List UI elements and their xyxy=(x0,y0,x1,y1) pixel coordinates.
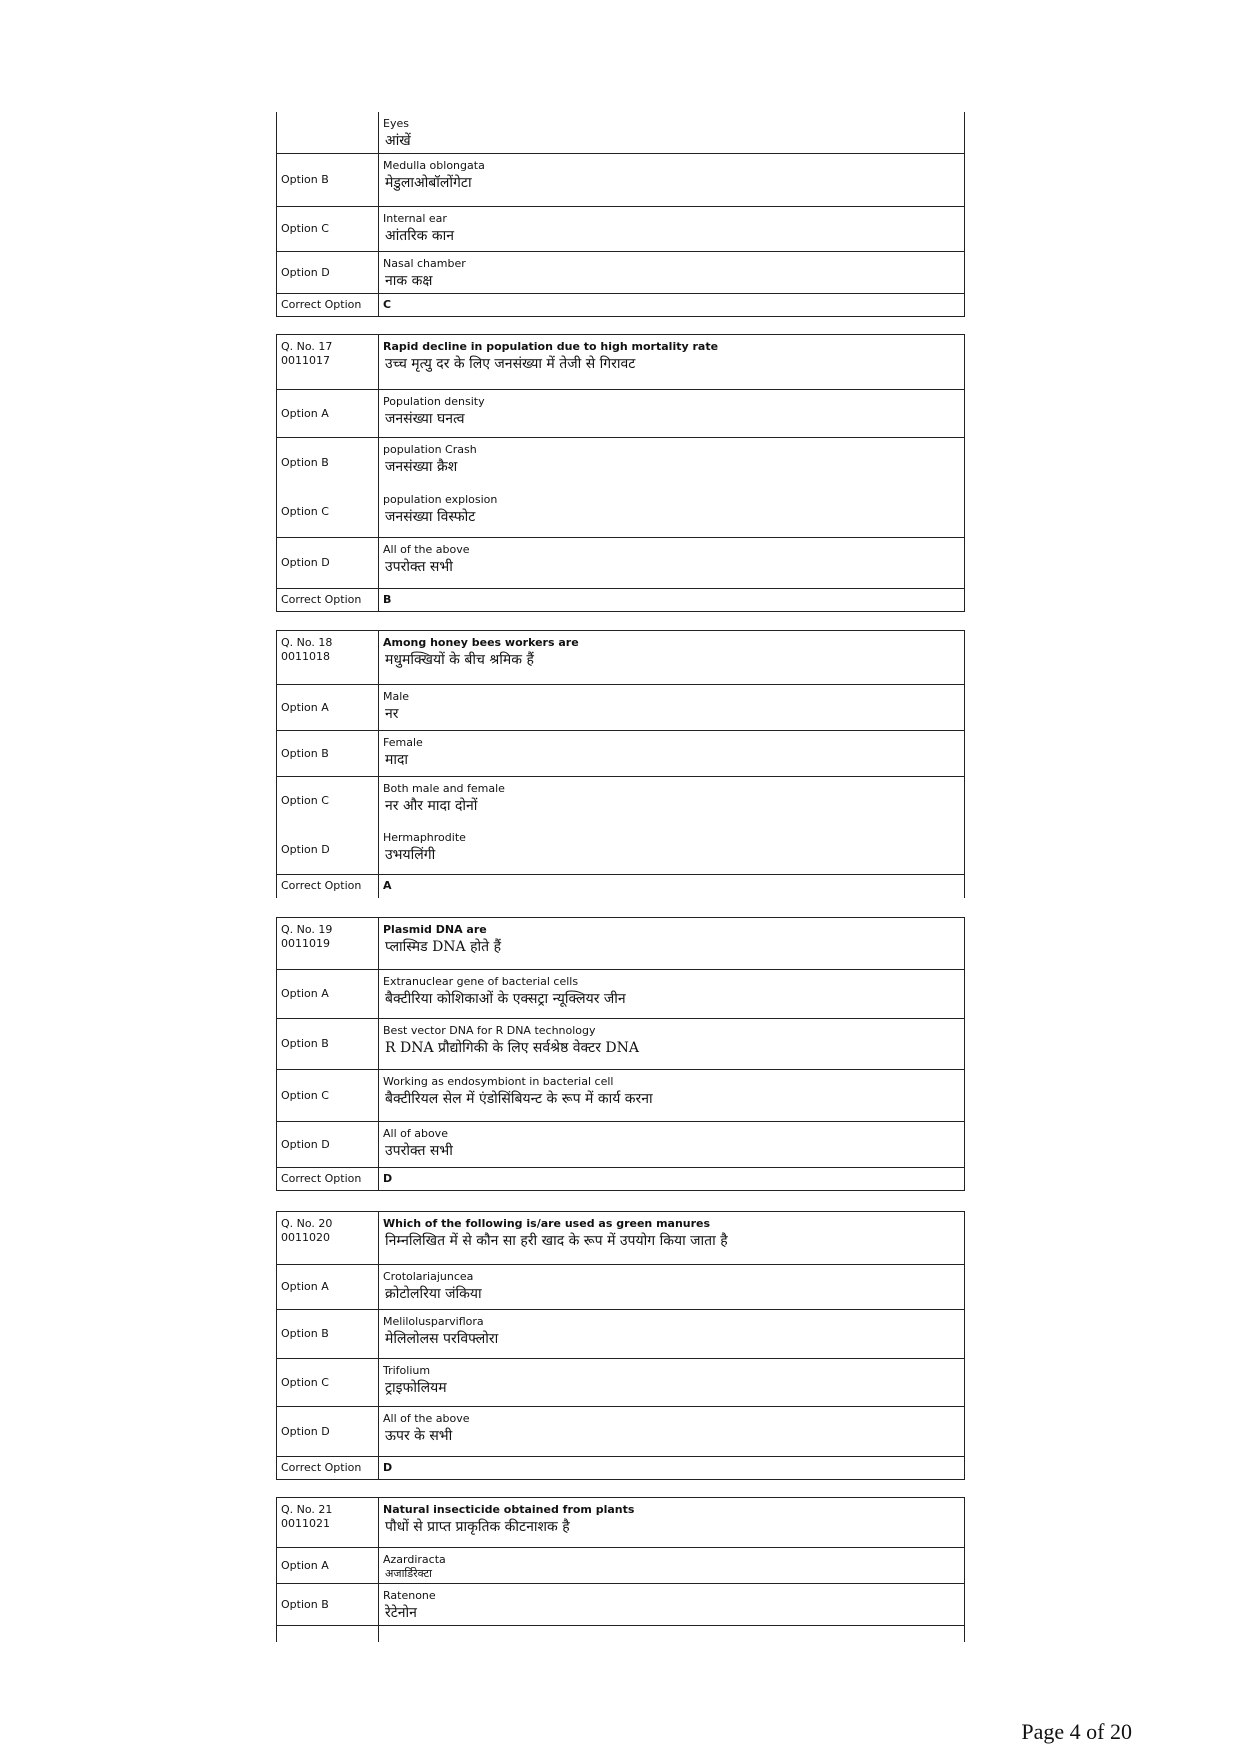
option-content xyxy=(379,826,965,875)
option-content xyxy=(379,538,965,589)
question-content xyxy=(379,1498,965,1548)
option-text-hi: जनसंख्या घनत्व xyxy=(385,411,465,427)
question-number-cell xyxy=(277,1498,379,1548)
question-number-cell xyxy=(277,1212,379,1265)
correct-option-value: C xyxy=(379,294,965,317)
option-text-hi: उपरोक्त सभी xyxy=(385,1143,453,1159)
option-text-en: Best vector DNA for R DNA technology xyxy=(383,1024,596,1037)
question-code: 0011021 xyxy=(281,1517,330,1530)
question-text-en: Natural insecticide obtained from plants xyxy=(383,1503,635,1516)
option-text-hi: मादा xyxy=(385,752,409,768)
option-row-b xyxy=(277,154,965,207)
option-text-hi: उपरोक्त सभी xyxy=(385,559,453,575)
question-text-en: Among honey bees workers are xyxy=(383,636,579,649)
page-number: Page 4 of 20 xyxy=(1021,1719,1132,1744)
option-content xyxy=(379,1359,965,1407)
question-text-hi: उच्च मृत्यु दर के लिए जनसंख्या में तेजी से गिरावट xyxy=(385,356,636,372)
question-number: Q. No. 17 xyxy=(281,340,333,353)
option-row-c xyxy=(277,488,965,538)
correct-option-label: Correct Option xyxy=(277,294,379,317)
option-text-hi: बैक्टीरियल सेल में एंडोसिंबियन्ट के रूप में कार्य करना xyxy=(385,1091,653,1107)
question-code: 0011018 xyxy=(281,650,330,663)
option-text-hi: नर xyxy=(385,706,399,722)
option-text-hi: नाक कक्ष xyxy=(385,273,433,289)
question-text-hi: प्लास्मिड DNA होते हैं xyxy=(385,939,502,955)
option-text-en: Ratenone xyxy=(383,1589,436,1602)
question-text-hi: निम्नलिखित में से कौन सा हरी खाद के रूप में उपयोग किया जाता है xyxy=(385,1233,728,1249)
option-label: Option A xyxy=(277,1265,379,1310)
question-text-hi: पौधों से प्राप्त प्राकृतिक कीटनाशक है xyxy=(385,1519,570,1535)
option-text-hi: उभयलिंगी xyxy=(385,846,436,863)
option-row-d xyxy=(277,1122,965,1168)
option-text-hi: R DNA प्रौद्योगिकी के लिए सर्वश्रेष्ठ वेक्टर DNA xyxy=(385,1040,639,1056)
option-label: Option B xyxy=(277,1310,379,1359)
correct-option-value: D xyxy=(379,1168,965,1191)
question-table-19 xyxy=(276,917,965,1191)
question-number: Q. No. 19 xyxy=(281,923,333,936)
question-table-20 xyxy=(276,1211,965,1480)
option-content xyxy=(379,1070,965,1122)
option-text-hi: नर और मादा दोनों xyxy=(385,798,478,814)
question-content xyxy=(379,918,965,970)
option-text-en: Melilolusparviflora xyxy=(383,1315,484,1328)
option-row-d xyxy=(277,826,965,875)
option-text-en: Crotolariajuncea xyxy=(383,1270,474,1283)
option-row-b xyxy=(277,731,965,777)
correct-option-label: Correct Option xyxy=(277,875,379,898)
option-label: Option C xyxy=(277,488,379,538)
option-row-c xyxy=(277,1070,965,1122)
option-text-en: Eyes xyxy=(383,117,409,130)
question-text-en: Plasmid DNA are xyxy=(383,923,487,936)
option-row-next-fragment xyxy=(277,1626,965,1642)
option-label: Option A xyxy=(277,685,379,731)
option-text-en: All of the above xyxy=(383,1412,470,1425)
option-label: Option C xyxy=(277,1070,379,1122)
question-row xyxy=(277,1498,965,1548)
option-row-c xyxy=(277,1359,965,1407)
option-label: Option A xyxy=(277,970,379,1019)
option-text-en: Both male and female xyxy=(383,782,505,795)
option-label: Option B xyxy=(277,731,379,777)
option-text-hi: जनसंख्या क्रैश xyxy=(385,459,458,475)
option-label-empty xyxy=(277,112,379,154)
option-content xyxy=(379,1019,965,1070)
question-code: 0011019 xyxy=(281,937,330,950)
question-number-cell xyxy=(277,918,379,970)
correct-option-row xyxy=(277,1168,965,1191)
option-content xyxy=(379,438,965,488)
option-text-en: All of above xyxy=(383,1127,448,1140)
option-text-hi: बैक्टीरिया कोशिकाओं के एक्सट्रा न्यूक्लियर जीन xyxy=(385,991,626,1007)
option-label-empty xyxy=(277,1626,379,1642)
option-label: Option C xyxy=(277,1359,379,1407)
option-row-b xyxy=(277,1584,965,1626)
option-text-en: Working as endosymbiont in bacterial cell xyxy=(383,1075,614,1088)
option-text-en: Azardiracta xyxy=(383,1553,446,1566)
option-text-hi: ट्राइफोलियम xyxy=(385,1380,447,1396)
option-content xyxy=(379,1122,965,1168)
option-content xyxy=(379,1407,965,1457)
option-content xyxy=(379,488,965,538)
question-number: Q. No. 20 xyxy=(281,1217,333,1230)
option-text-en: Population density xyxy=(383,395,485,408)
option-row-c xyxy=(277,777,965,826)
correct-option-label: Correct Option xyxy=(277,589,379,612)
option-row-b xyxy=(277,1310,965,1359)
correct-option-row xyxy=(277,294,965,317)
option-row-a xyxy=(277,112,965,154)
question-row xyxy=(277,918,965,970)
option-row-a xyxy=(277,970,965,1019)
option-content xyxy=(379,154,965,207)
correct-option-row xyxy=(277,1457,965,1480)
option-text-en: population explosion xyxy=(383,492,498,506)
option-content xyxy=(379,1584,965,1626)
question-text-hi: मधुमक्खियों के बीच श्रमिक हैं xyxy=(385,652,534,668)
option-row-b xyxy=(277,1019,965,1070)
option-content-empty xyxy=(379,1626,965,1642)
option-text-hi: जनसंख्या विस्फोट xyxy=(385,508,476,525)
question-text-en: Which of the following is/are used as green manures xyxy=(383,1217,711,1230)
question-number-cell xyxy=(277,335,379,390)
option-text-en: All of the above xyxy=(383,543,470,556)
correct-option-row xyxy=(277,589,965,612)
correct-option-row xyxy=(277,875,965,898)
option-text-en: Medulla oblongata xyxy=(383,159,485,172)
option-row-b xyxy=(277,438,965,488)
option-content xyxy=(379,390,965,438)
option-label: Option B xyxy=(277,1584,379,1626)
option-label: Option D xyxy=(277,1407,379,1457)
option-label: Option C xyxy=(277,777,379,826)
option-label: Option D xyxy=(277,826,379,875)
option-row-c xyxy=(277,207,965,252)
option-row-d xyxy=(277,538,965,589)
question-content xyxy=(379,631,965,685)
option-text-hi: आंखें xyxy=(385,133,411,149)
option-label: Option B xyxy=(277,438,379,488)
option-content xyxy=(379,207,965,252)
question-table-17 xyxy=(276,334,965,612)
option-text-hi: मेडुलाओबॉलोंगेटा xyxy=(385,175,472,191)
option-row-a xyxy=(277,685,965,731)
option-text-en: Extranuclear gene of bacterial cells xyxy=(383,975,579,988)
option-label: Option C xyxy=(277,207,379,252)
option-text-hi: रेटेनोन xyxy=(385,1605,417,1621)
question-table-18 xyxy=(276,630,965,898)
question-content xyxy=(379,335,965,390)
option-row-a xyxy=(277,390,965,438)
option-text-en: Hermaphrodite xyxy=(383,830,466,844)
option-content xyxy=(379,1310,965,1359)
question-content xyxy=(379,1212,965,1265)
option-content xyxy=(379,777,965,826)
question-number-cell xyxy=(277,631,379,685)
option-content xyxy=(379,112,965,154)
option-row-a xyxy=(277,1548,965,1584)
option-label: Option D xyxy=(277,252,379,294)
option-label: Option D xyxy=(277,538,379,589)
option-text-hi: क्रोटोलरिया जंकिया xyxy=(385,1286,482,1302)
option-content xyxy=(379,1265,965,1310)
correct-option-value: A xyxy=(379,875,965,898)
option-label: Option A xyxy=(277,1548,379,1584)
option-text-en: population Crash xyxy=(383,443,477,456)
option-text-en: Male xyxy=(383,690,410,703)
option-text-hi: आंतरिक कान xyxy=(385,228,454,244)
question-table-21 xyxy=(276,1497,965,1642)
correct-option-value: B xyxy=(379,589,965,612)
option-text-en: Female xyxy=(383,736,423,749)
option-text-hi: मेलिलोलस परविफ्लोरा xyxy=(385,1331,499,1347)
option-row-d xyxy=(277,252,965,294)
option-text-hi: ऊपर के सभी xyxy=(385,1428,453,1444)
option-row-a xyxy=(277,1265,965,1310)
option-text-hi: अजार्डिरेक्टा xyxy=(385,1567,433,1580)
option-label: Option A xyxy=(277,390,379,438)
option-content xyxy=(379,970,965,1019)
question-number: Q. No. 21 xyxy=(281,1503,333,1516)
option-content xyxy=(379,685,965,731)
option-content xyxy=(379,252,965,294)
question-row xyxy=(277,335,965,390)
option-label: Option B xyxy=(277,154,379,207)
correct-option-value: D xyxy=(379,1457,965,1480)
correct-option-label: Correct Option xyxy=(277,1168,379,1191)
option-label: Option D xyxy=(277,1122,379,1168)
option-content xyxy=(379,731,965,777)
option-text-en: Internal ear xyxy=(383,212,447,225)
question-number: Q. No. 18 xyxy=(281,636,333,649)
question-row xyxy=(277,631,965,685)
correct-option-label: Correct Option xyxy=(277,1457,379,1480)
option-content xyxy=(379,1548,965,1584)
option-text-en: Nasal chamber xyxy=(383,257,466,270)
question-table-16-fragment xyxy=(276,112,965,317)
question-code: 0011017 xyxy=(281,354,330,367)
question-code: 0011020 xyxy=(281,1231,330,1244)
option-text-en: Trifolium xyxy=(383,1364,431,1377)
option-label: Option B xyxy=(277,1019,379,1070)
question-text-en: Rapid decline in population due to high mortality rate xyxy=(383,340,719,353)
question-row xyxy=(277,1212,965,1265)
option-row-d xyxy=(277,1407,965,1457)
